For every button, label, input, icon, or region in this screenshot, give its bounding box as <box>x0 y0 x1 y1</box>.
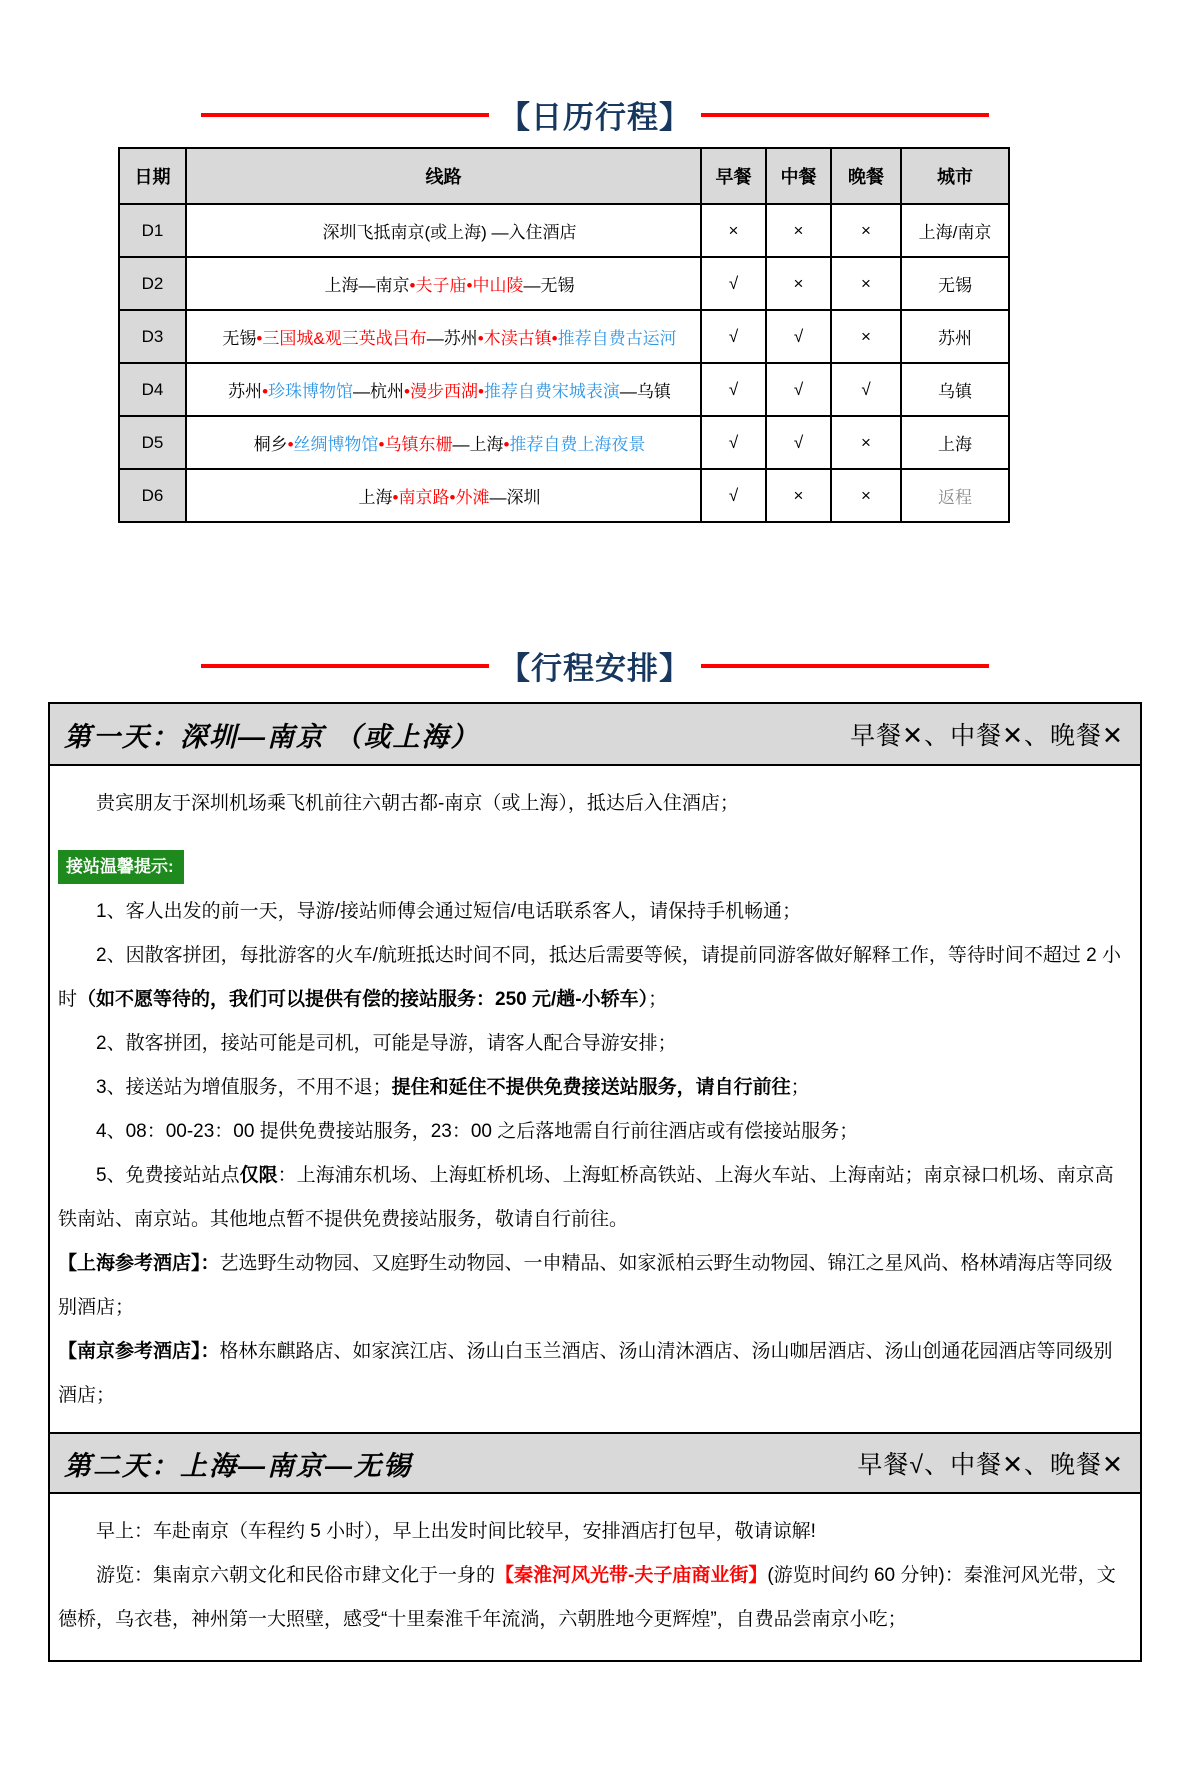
day-label: D2 <box>119 257 186 310</box>
route-segment: —上海 <box>452 435 504 454</box>
tip-text: ：上海浦东机场、上海虹桥机场、上海虹桥高铁站、上海火车站、上海南站；南京禄口机场、南京高铁南站、南京站。其他地点暂不提供免费接站服务，敬请自行前往。 <box>58 1165 1114 1231</box>
day1-title: 第一天：深圳—南京 （或上海） <box>64 721 480 752</box>
city-cell: 上海 <box>901 416 1009 469</box>
route-segment: 深圳飞抵南京(或上海) —入住酒店 <box>322 223 577 242</box>
header-cell-date: 日期 <box>119 148 186 204</box>
route-segment: 推荐自费古运河 <box>557 329 677 348</box>
divider-line-right <box>701 113 989 117</box>
day-label: D6 <box>119 469 186 522</box>
nanjing-hotels <box>58 1330 1128 1418</box>
tip-item-2 <box>58 934 1128 1022</box>
tip-item-4 <box>58 1066 1128 1110</box>
itinerary-box <box>48 702 1142 1662</box>
table-row-d6 <box>119 469 1009 522</box>
route-segment: —乌镇 <box>619 382 671 401</box>
tour-text: (游览时间约 60 分钟)：秦淮河风光带，文德桥，乌衣巷，神州第一大照壁，感受“十里秦淮千年流淌，六朝胜地今更辉煌”，自费品尝南京小吃； <box>58 1565 1116 1631</box>
city-cell: 乌镇 <box>901 363 1009 416</box>
header-cell-breakfast: 早餐 <box>701 148 766 204</box>
route-segment: —无锡 <box>523 276 575 295</box>
reference-hotels <box>58 1242 1128 1418</box>
dinner-flag: × <box>831 310 901 363</box>
itinerary-section-title: 【行程安排】 <box>499 651 691 686</box>
route-segment: —杭州 <box>353 382 405 401</box>
route-segment: 桐乡 <box>253 435 288 454</box>
day-label: D3 <box>119 310 186 363</box>
hotel-label: 【南京参考酒店】： <box>58 1341 220 1363</box>
city-cell: 上海/南京 <box>901 204 1009 257</box>
day2-header <box>50 1432 1140 1492</box>
route-segment: •木渎古镇 <box>477 329 552 348</box>
route-segment: • <box>262 382 269 401</box>
route-cell <box>186 204 701 257</box>
tip-text: 4、08：00-23：00 提供免费接站服务，23：00 之后落地需自行前往酒店或有偿接站服务； <box>96 1121 859 1143</box>
tip-text: ； <box>790 1077 810 1099</box>
breakfast-flag: √ <box>701 416 766 469</box>
route-segment: • <box>287 435 294 454</box>
route-cell <box>186 310 701 363</box>
tip-text: 5、免费接站站点 <box>96 1165 240 1187</box>
tip-item-3 <box>58 1022 1128 1066</box>
route-segment: 珍珠博物馆 <box>268 382 354 401</box>
route-segment: 苏州 <box>228 382 263 401</box>
day1-meal-status: 早餐✕、中餐✕、晚餐✕ <box>850 722 1124 750</box>
dinner-flag: × <box>831 257 901 310</box>
tip-text: 2、因散客拼团，每批游客的火车/航班抵达时间不同，抵达后需要等候，请提前同游客做好解释工作，等待时间不超过 2 小时 <box>58 945 1121 1011</box>
table-row-d3 <box>119 310 1009 363</box>
route-segment: •三国城&观三英战吕布 <box>256 329 427 348</box>
calendar-section-header <box>0 92 1190 137</box>
hotel-list: 格林东麒路店、如家滨江店、汤山白玉兰酒店、汤山清沐酒店、汤山咖居酒店、汤山创通花园酒店等同级别酒店； <box>58 1341 1113 1407</box>
route-cell <box>186 363 701 416</box>
day1-header <box>50 704 1140 764</box>
dinner-flag: × <box>831 469 901 522</box>
day2-line-tour <box>58 1554 1128 1642</box>
divider-line-left <box>201 664 489 668</box>
calendar-table <box>118 147 1010 523</box>
day-label: D5 <box>119 416 186 469</box>
route-segment: 丝绸博物馆 <box>293 435 379 454</box>
lunch-flag: × <box>766 469 831 522</box>
route-segment: • <box>503 435 510 454</box>
dinner-flag: √ <box>831 363 901 416</box>
hotel-list: 艺选野生动物园、又庭野生动物园、一申精品、如家派柏云野生动物园、锦江之星风尚、格林靖海店等同级别酒店； <box>58 1253 1113 1319</box>
route-cell <box>186 416 701 469</box>
tour-text: 游览：集南京六朝文化和民俗市肆文化于一身的 <box>96 1565 496 1587</box>
route-segment: 推荐自费上海夜景 <box>509 435 646 454</box>
route-segment: —苏州 <box>426 329 478 348</box>
city-cell: 无锡 <box>901 257 1009 310</box>
tip-item-6 <box>58 1154 1128 1242</box>
tour-highlight: 【秦淮河风光带-夫子庙商业街】 <box>495 1565 768 1587</box>
tip-text: 1、客人出发的前一天，导游/接站师傅会通过短信/电话联系客人，请保持手机畅通； <box>96 901 802 923</box>
tip-bold: 仅限 <box>239 1165 278 1187</box>
city-cell: 返程 <box>901 469 1009 522</box>
route-segment: 推荐自费宋城表演 <box>483 382 620 401</box>
route-segment: •漫步西湖 <box>404 382 478 401</box>
route-segment: •乌镇东栅 <box>378 435 453 454</box>
hotel-label: 【上海参考酒店】： <box>58 1253 220 1275</box>
tip-text: 3、接送站为增值服务，不用不退； <box>96 1077 392 1099</box>
day-label: D4 <box>119 363 186 416</box>
route-segment: •夫子庙•中山陵 <box>409 276 524 295</box>
header-cell-route: 线路 <box>186 148 701 204</box>
divider-line-left <box>201 113 489 117</box>
calendar-section-title: 【日历行程】 <box>499 100 691 135</box>
header-cell-dinner: 晚餐 <box>831 148 901 204</box>
table-row-d1 <box>119 204 1009 257</box>
route-segment: • <box>551 329 558 348</box>
route-segment: 无锡 <box>222 329 257 348</box>
tip-bold: （如不愿等待的，我们可以提供有偿的接站服务：250 元/趟-小轿车） <box>77 989 649 1011</box>
breakfast-flag: √ <box>701 257 766 310</box>
lunch-flag: × <box>766 257 831 310</box>
tip-bold: 提住和延住不提供免费接送站服务，请自行前往 <box>391 1077 791 1099</box>
lunch-flag: × <box>766 204 831 257</box>
dinner-flag: × <box>831 416 901 469</box>
pickup-tips-list <box>58 890 1128 1242</box>
tip-item-1 <box>58 890 1128 934</box>
itinerary-section-header <box>0 643 1190 688</box>
route-segment: • <box>477 382 484 401</box>
header-cell-city: 城市 <box>901 148 1009 204</box>
lunch-flag: √ <box>766 310 831 363</box>
tip-item-5 <box>58 1110 1128 1154</box>
breakfast-flag: √ <box>701 363 766 416</box>
city-cell: 苏州 <box>901 310 1009 363</box>
header-cell-lunch: 中餐 <box>766 148 831 204</box>
pickup-tips-badge: 接站温馨提示: <box>58 850 184 884</box>
divider-line-right <box>701 664 989 668</box>
table-header-row <box>119 148 1009 204</box>
route-segment: 上海 <box>358 488 393 507</box>
table-row-d4 <box>119 363 1009 416</box>
route-segment: •南京路•外滩 <box>392 488 490 507</box>
breakfast-flag: √ <box>701 469 766 522</box>
breakfast-flag: √ <box>701 310 766 363</box>
route-cell <box>186 257 701 310</box>
day2-meal-status: 早餐√、中餐✕、晚餐✕ <box>857 1451 1124 1480</box>
tip-text: ； <box>648 989 668 1011</box>
tip-text: 2、散客拼团，接站可能是司机，可能是导游，请客人配合导游安排； <box>96 1033 677 1055</box>
day-label: D1 <box>119 204 186 257</box>
route-cell <box>186 469 701 522</box>
table-row-d5 <box>119 416 1009 469</box>
route-segment: —深圳 <box>489 488 541 507</box>
breakfast-flag: × <box>701 204 766 257</box>
dinner-flag: × <box>831 204 901 257</box>
lunch-flag: √ <box>766 416 831 469</box>
day2-body <box>50 1492 1140 1660</box>
lunch-flag: √ <box>766 363 831 416</box>
shanghai-hotels <box>58 1242 1128 1330</box>
route-segment: 上海—南京 <box>324 276 410 295</box>
day1-body <box>50 764 1140 1432</box>
day1-intro: 贵宾朋友于深圳机场乘飞机前往六朝古都-南京（或上海），抵达后入住酒店； <box>96 793 739 814</box>
table-row-d2 <box>119 257 1009 310</box>
day2-title: 第二天：上海—南京—无锡 <box>64 1450 412 1481</box>
day2-line-morning: 早上：车赴南京（车程约 5 小时），早上出发时间比较早，安排酒店打包早，敬请谅解! <box>96 1521 816 1543</box>
